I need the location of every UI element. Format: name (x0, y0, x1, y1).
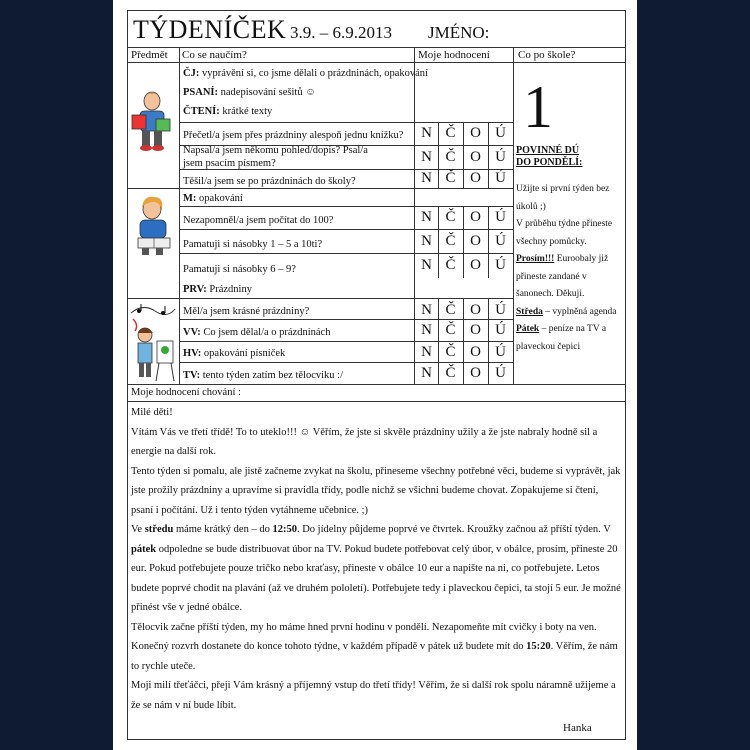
rating-option[interactable]: Ú (495, 302, 506, 318)
rating-option[interactable]: O (470, 209, 481, 225)
rating-option[interactable]: N (421, 365, 432, 381)
rating-option[interactable]: N (421, 302, 432, 318)
rating-option[interactable]: N (421, 149, 432, 165)
divider (128, 298, 513, 299)
letter-paragraph: Tělocvik začne příští týden, my ho máme hned první hodinu v pondělí. Nezapomeňte mít cvičky i boty na ven. Konečný rozvrh dostanete do konce tohoto týdne, v každém případě v pátek už budete mít do 15:20. Věřím, že nám to rychle uteče. (131, 621, 618, 672)
rating-option[interactable]: Ú (495, 365, 506, 381)
vv-line: VV: Co jsem dělal/a o prázdninách (183, 327, 331, 338)
header (128, 11, 625, 48)
painter-girl-illustration (129, 303, 177, 383)
rating-option[interactable]: Ú (495, 322, 506, 338)
question-2-2: Pamatuji si násobky 1 – 5 a 10ti? (183, 239, 323, 250)
rating-option[interactable]: O (470, 322, 481, 338)
rating-option[interactable]: Č (445, 322, 456, 338)
rating-option[interactable]: N (421, 209, 432, 225)
rating-option[interactable]: O (470, 233, 481, 249)
rating-option[interactable]: Ú (495, 257, 506, 273)
name-label: JMÉNO: (428, 23, 490, 42)
rating-option[interactable]: Č (445, 125, 456, 141)
divider (179, 362, 513, 363)
divider (179, 47, 180, 385)
rating-option[interactable]: Č (445, 170, 456, 186)
worksheet-frame (127, 10, 626, 740)
divider (179, 122, 513, 123)
question-2-3: Pamatuji si násobky 6 – 9? (183, 264, 296, 275)
note-3: Prosím!!! Euroobaly již přineste zandané v šanonech. Děkuji. (516, 254, 609, 299)
rating-option[interactable]: Č (445, 302, 456, 318)
rating-option[interactable]: Č (445, 365, 456, 381)
rating-option[interactable]: N (421, 344, 432, 360)
m-line: M: opakování (183, 193, 243, 204)
rating-option[interactable]: N (421, 170, 432, 186)
note-5: Pátek – peníze na TV a plaveckou čepici (516, 324, 607, 352)
note-1: Užijte si první týden bez úkolů ;) (516, 184, 610, 212)
teacher-letter (131, 403, 623, 715)
rating-option[interactable]: Ú (495, 344, 506, 360)
homework-title: POVINNÉ DÚ DO PONDĚLÍ: (516, 145, 583, 168)
rating-option[interactable]: O (470, 302, 481, 318)
rating-option[interactable]: Č (445, 257, 456, 273)
divider (128, 188, 513, 189)
worksheet-page (113, 0, 637, 750)
col-learn: Co se naučím? (182, 47, 412, 63)
divider (128, 401, 625, 402)
behavior-label: Moje hodnocení chování : (131, 387, 241, 398)
note-4: Středa – vyplněná agenda (516, 306, 617, 317)
cteni-line: ČTENÍ: krátké texty (183, 106, 273, 117)
rating-option[interactable]: Č (445, 149, 456, 165)
rating-option[interactable]: Ú (495, 170, 506, 186)
week-dates: 3.9. – 6.9.2013 (290, 23, 392, 42)
hv-line: HV: opakování písniček (183, 348, 286, 359)
rating-option[interactable]: O (470, 149, 481, 165)
question-1-1: Přečetl/a jsem přes prázdniny alespoň jednu knížku? (183, 130, 404, 141)
rating-option[interactable]: O (470, 125, 481, 141)
col-rating: Moje hodnocení (418, 47, 513, 63)
week-number: 1 (523, 74, 553, 140)
girl-thinking-illustration (132, 195, 176, 257)
rating-option[interactable]: O (470, 257, 481, 273)
note-2: V průběhu týdne přineste všechny pomůcky. (516, 219, 613, 247)
tv-line: TV: tento týden zatím bez tělocviku :/ (183, 370, 343, 381)
rating-option[interactable]: N (421, 125, 432, 141)
rating-option[interactable]: Č (445, 233, 456, 249)
divider (179, 319, 513, 320)
boy-reading-illustration (130, 89, 174, 151)
rating-option[interactable]: N (421, 233, 432, 249)
rating-option[interactable]: O (470, 170, 481, 186)
col-subject: Předmět (131, 47, 181, 63)
question-3-1: Měl/a jsem krásné prázdniny? (183, 306, 310, 317)
psani-line: PSANÍ: nadepisování sešitů ☺ (183, 87, 316, 98)
rating-option[interactable]: Ú (495, 149, 506, 165)
divider (179, 253, 513, 254)
letter-greeting: Milé děti! (131, 407, 173, 418)
rating-option[interactable]: N (421, 257, 432, 273)
rating-option[interactable]: Č (445, 209, 456, 225)
after-notes (516, 181, 626, 356)
rating-option[interactable]: Č (445, 344, 456, 360)
divider (179, 341, 513, 342)
divider (513, 47, 514, 385)
rating-option[interactable]: O (470, 344, 481, 360)
prv-line: PRV: Prázdniny (183, 284, 252, 295)
letter-paragraph: Vítám Vás ve třetí třídě! To to uteklo!!! ☺ Věřím, že jste si skvěle prázdniny užily a že jste nabraly hodně sil a energie na další rok. (131, 426, 598, 457)
divider (179, 206, 513, 207)
rating-option[interactable]: N (421, 322, 432, 338)
signature: Hanka (563, 722, 592, 734)
col-after: Co po škole? (518, 47, 623, 63)
question-1-3: Těšil/a jsem se po prázdninách do školy? (183, 176, 356, 187)
question-2-1: Nezapomněl/a jsem počítat do 100? (183, 215, 334, 226)
question-1-2: Napsal/a jsem někomu pohled/dopis? Psal/a jsem psacím písmem? (183, 145, 368, 169)
rating-option[interactable]: Ú (495, 233, 506, 249)
cj-line: ČJ: vyprávění si, co jsme dělali o prázdninách, opakování (183, 68, 428, 79)
rating-option[interactable]: Ú (495, 125, 506, 141)
rating-option[interactable]: Ú (495, 209, 506, 225)
letter-paragraph: Moji milí třeťáčci, přeji Vám krásný a příjemný vstup do třetí třídy! Věřím, že si další rok spolu náramně užijeme a že se nám v ní bude líbit. (131, 680, 616, 711)
rating-option[interactable]: O (470, 365, 481, 381)
letter-paragraph: Ve středu máme krátký den – do 12:50. Do jídelny půjdeme poprvé ve čtvrtek. Kroužky začnou až příští týden. V pátek odpoledne se bude distribuovat úbor na TV. Pokud budete potřebovat celý úbor, v obálce, prosím, přineste 20 eur. Pokud potřebujete pouze tričko nebo kraťasy, přineste v obálce 10 eur a napište na ni, co potřebujete. Letos budete poprvé chodit na plavání (až ve druhém pololetí). Potřebujete tedy i plaveckou čepici, ta stojí 5 eur. Je možné přinést vše v jedné obálce. (131, 524, 621, 613)
divider (128, 384, 625, 385)
page-title: TÝDENÍČEK (133, 15, 287, 44)
divider (179, 229, 513, 230)
divider (128, 62, 625, 63)
letter-paragraph: Tento týden si pomalu, ale jistě začneme zvykat na školu, přineseme všechny potřebné věci, budeme si vyprávět, jak jste prožily prázdniny a upravíme si pravidla třídy, podle nichž se všichni budeme chovat. Zopakujeme si čtení, psaní i počítání. Už i tento týden vytáhneme učebnice. ;) (131, 465, 621, 516)
